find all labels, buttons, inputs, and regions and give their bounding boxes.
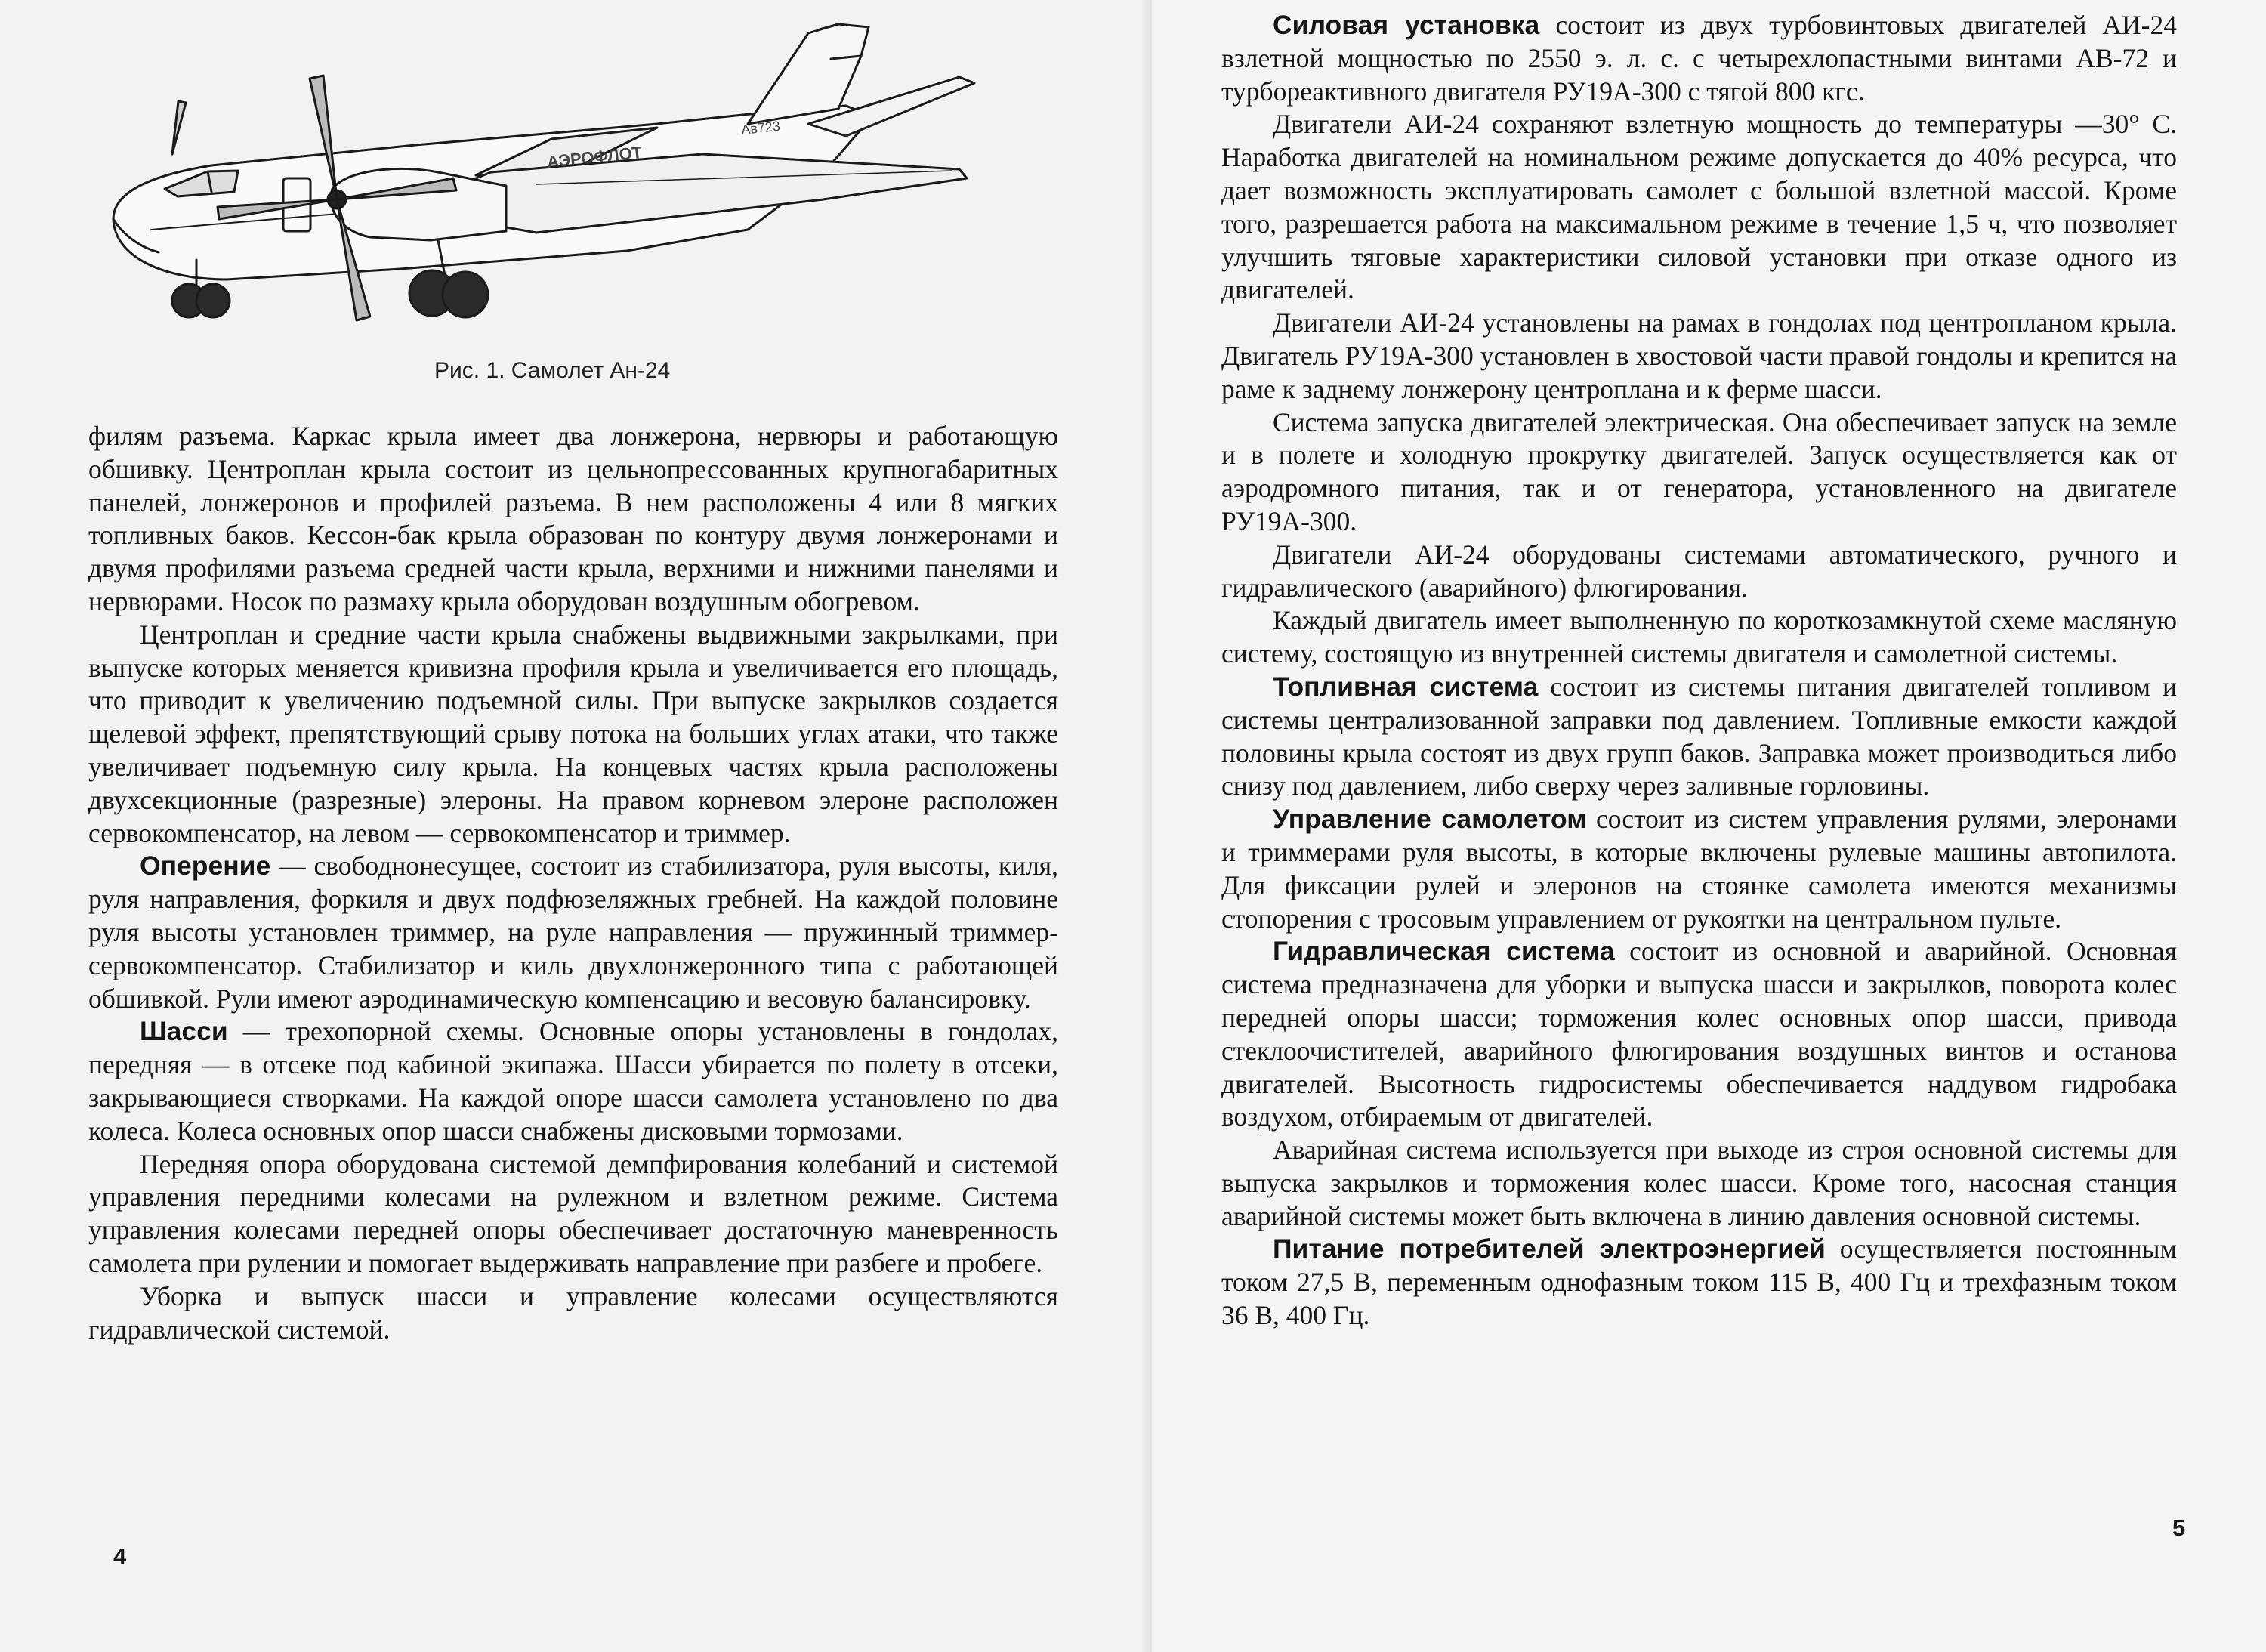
paragraph: Шасси — трехопорной схемы. Основные опоры установлены в гондолах, передняя — в отсеке под кабиной экипажа. Шасси убирается по полету в отсеки, закрывающиеся створками. На каждой опоре шасси самолета установлено по два колеса. Колеса основных опор шасси снабжены дисковыми тормозами. [88,1016,1058,1146]
paragraph: Силовая установка состоит из двух турбовинтовых двигателей АИ-24 взлетной мощностью по 2550 э. л. с. с четырехлопастными винтами АВ-72 и турбореактивного двигателя РУ19А-300 с тягой 800 кгс. [1221,10,2177,107]
page-number: 5 [2172,1515,2186,1541]
paragraph: Гидравлическая система состоит из основной и аварийной. Основная система предназначена для уборки и выпуска шасси и закрылков, поворота колес передней опоры шасси; торможения колес основных опор шасси, привода стеклоочистителей, аварийного флюгирования воздушных винтов и останова двигателей. Высотность гидросистемы обеспечивается наддувом гидробака воздухом, отбираемым от двигателей. [1221,936,2177,1132]
paragraph: Оперение — свободнонесущее, состоит из стабилизатора, руля высоты, киля, руля направления, форкиля и двух подфюзеляжных гребней. На каждой половине руля высоты установлен триммер, на руле направления — пружинный триммер-сервокомпенсатор. Стабилизатор и киль двухлонжеронного типа с работающей обшивкой. Рули имеют аэродинамическую компенсацию и весовую балансировку. [88,851,1058,1014]
paragraph: Аварийная система используется при выходе из строя основной системы для выпуска закрылков и торможения колес шасси. Кроме того, насосная станция аварийной системы может быть включена в линию давления основной системы. [1221,1135,2177,1231]
paragraph: Двигатели АИ-24 установлены на рамах в гондолах под центропланом крыла. Двигатель РУ19А-300 установлен в хвостовой части правой гондолы и крепится на раме к заднему лонжерону центроплана и к ферме шасси. [1221,307,2177,404]
paragraph: Система запуска двигателей электрическая. Она обеспечивает запуск на земле и в полете и холодную прокрутку двигателей. Запуск осуществляется как от аэродромного питания, так и от генератора, установленного на двигателе РУ19А-300. [1221,406,2177,536]
paragraph: Уборка и выпуск шасси и управление колесами осуществляются гидравлической системой. [88,1280,1058,1345]
figure-caption: Рис. 1. Самолет Ан-24 [434,358,671,383]
registration-lettering: Ав723 [740,118,781,137]
page-number: 4 [113,1543,127,1570]
paragraph: Питание потребителей электроэнергией осуществляется постоянным током 27,5 В, переменным однофазным током 115 В, 400 Гц и трехфазным током 36 В, 400 Гц. [1221,1234,2177,1331]
paragraph: филям разъема. Каркас крыла имеет два лонжерона, нервюры и работающую обшивку. Центроплан крыла состоит из цельнопрессованных крупногабаритных панелей, лонжеронов и профилей разъема. В нем расположены 4 или 8 мягких топливных баков. Кессон-бак крыла образован по контуру двумя лонжеронами и двумя профилями разъема средней части крыла, верхними и нижними панелями и нервюрами. Носок по размаху крыла оборудован воздушным обогревом. [88,421,1058,616]
paragraph: Центроплан и средние части крыла снабжены выдвижными закрылками, при выпуске которых меняется кривизна профиля крыла и увеличивается его площадь, что приводит к увеличению подъемной силы. При выпуске закрылков создается щелевой эффект, препятствующий срыву потока на больших углах атаки, что также увеличивает подъемную силу крыла. На концевых частях крыла расположены двухсекционные (разрезные) элероны. На правом корневом элероне расположен сервокомпенсатор, на левом — сервокомпенсатор и триммер. [88,619,1058,848]
paragraph: Топливная система состоит из системы питания двигателей топливом и системы централизованной заправки под давлением. Топливные емкости каждой половины крыла состоят из двух групп баков. Заправка может производиться либо снизу под давлением, либо сверху через заливные горловины. [1221,671,2178,801]
paragraph: Двигатели АИ-24 оборудованы системами автоматического, ручного и гидравлического (аварийного) флюгирования. [1221,539,2177,603]
right-page-text [1221,9,2177,1332]
fuselage-lettering: АЭРОФЛОТ [545,142,644,171]
paragraph: Каждый двигатель имеет выполненную по короткозамкнутой схеме масляную систему, состоящую из внутренней системы двигателя и самолетной системы. [1221,605,2177,669]
left-page-text [88,420,1058,1346]
right-page [1152,0,2266,1652]
paragraph: Передняя опора оборудована системой демпфирования колебаний и системой управления передними колесами на рулежном и взлетном режиме. Система управления колесами передней опоры обеспечивает достаточную маневренность самолета при рулении и помогает выдерживать направление при разбеге и пробеге. [88,1148,1058,1278]
an-24-aircraft-illustration [83,11,1042,335]
paragraph: Двигатели АИ-24 сохраняют взлетную мощность до температуры —30° С. Наработка двигателей на номинальном режиме допускается до 40% ресурса, что дает возможность эксплуатировать самолет с большой взлетной массой. Кроме того, разрешается работа на максимальном режиме в течение 1,5 ч, что позволяет улучшить тяговые характеристики силовой установки при отказе одного из двигателей. [1221,109,2177,305]
paragraph: Управление самолетом состоит из систем управления рулями, элеронами и триммерами руля высоты, в которые включены рулевые машины автопилота. Для фиксации рулей и элеронов на стоянке самолета имеются механизмы стопорения с тросовым управлением от рукоятки на центральном пульте. [1221,804,2177,934]
